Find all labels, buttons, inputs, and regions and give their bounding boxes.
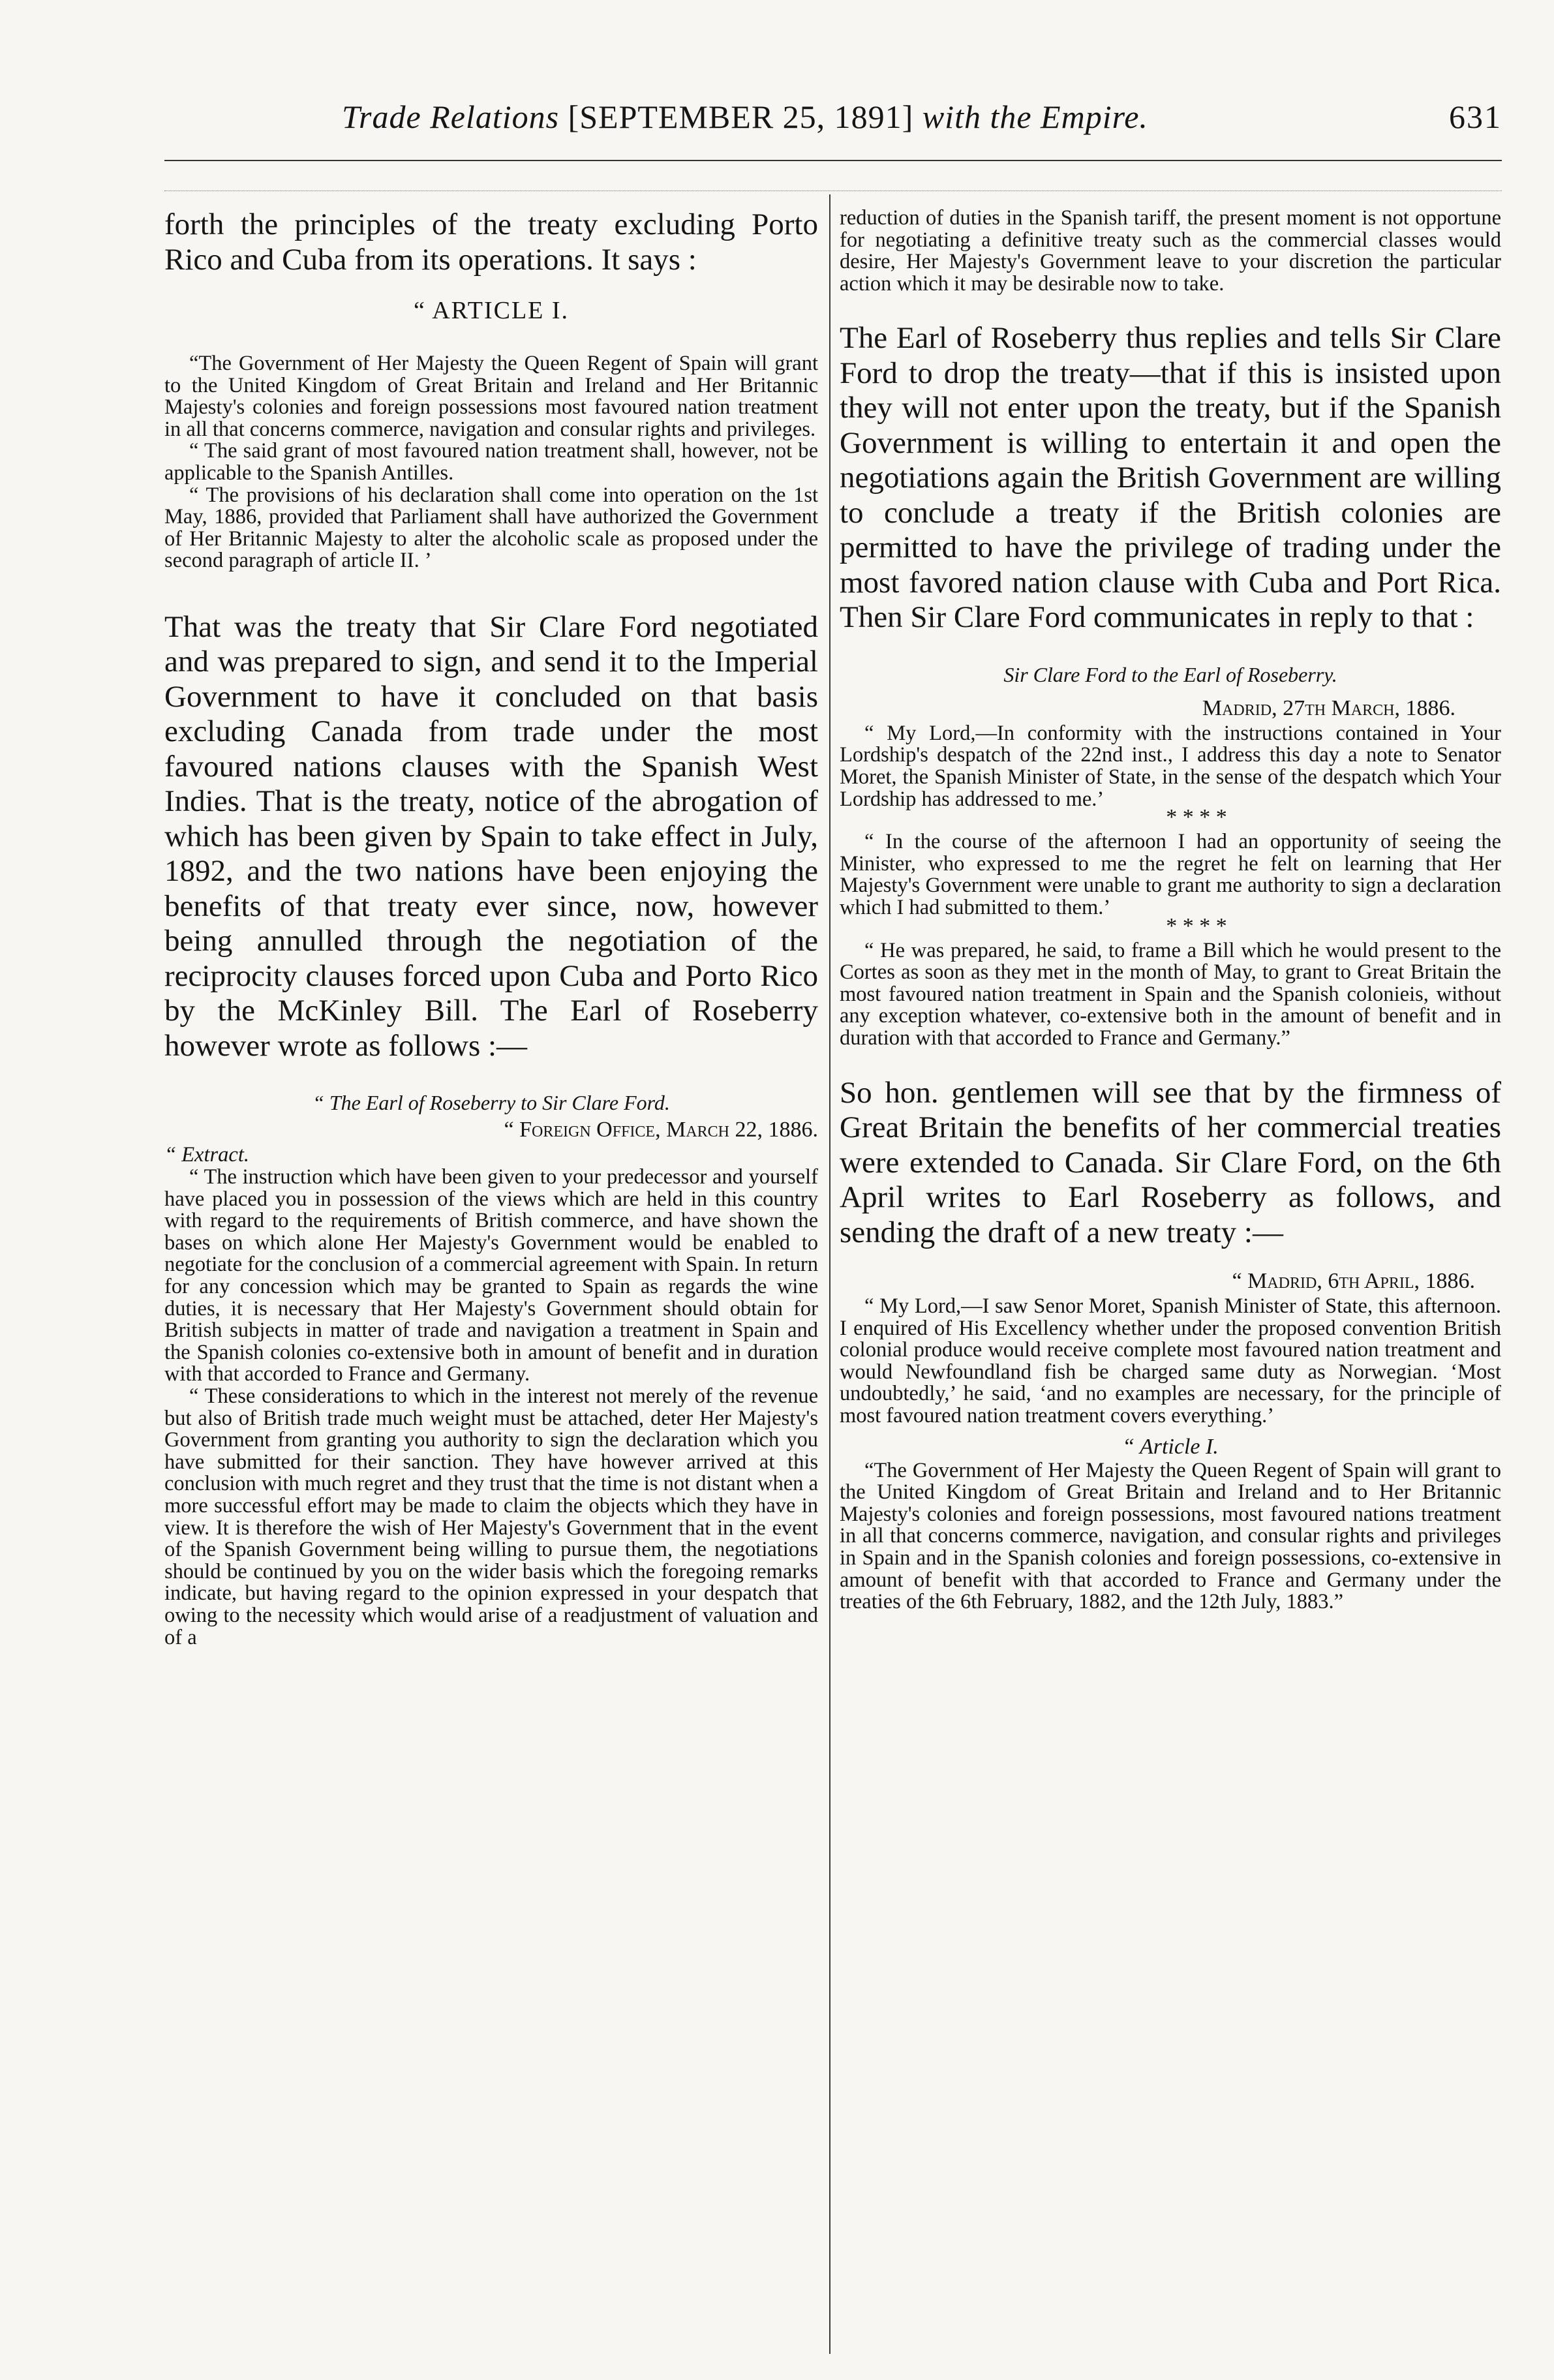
body-paragraph: That was the treaty that Sir Clare Ford negotiated and was prepared to sign, and send it to the Imperial Government to have it concluded on that basis excluding Canada from trade under the most favoured nations clauses with the Spanish West Indies. That is the treaty, notice of the abrogation of which has been given by Spain to take effect in July, 1892, and the two nations have been enjoying the benefits of that treaty ever since, now, however being annulled through the negotiation of the reciprocity clauses forced upon Cuba and Porto Rico by the McKinley Bill. The Earl of Roseberry however wrote as follows :—: [164, 609, 818, 1063]
letter-paragraph: “ My Lord,—In conformity with the instructions contained in Your Lordship's despatch of the 22nd inst., I address this day a note to Senator Moret, the Spanish Minister of State, in the sense of the despatch which Your Lordship has addressed to me.’: [840, 721, 1501, 811]
right-column: [840, 207, 1501, 1613]
column-divider: [829, 194, 830, 2354]
left-column: [164, 207, 818, 1649]
body-paragraph: The Earl of Roseberry thus replies and tells Sir Clare Ford to drop the treaty—that if this is insisted upon they will not enter upon the treaty, but if the Spanish Government is willing to entertain it and open the negotiations again the British Government are willing to conclude a treaty if the British colonies are permitted to have the privilege of trading under the most favored nation clause with Cuba and Port Rica. Then Sir Clare Ford communicates in reply to that :: [840, 321, 1501, 635]
article-heading: “ Article I.: [1122, 1434, 1219, 1459]
letter-dateline: “ Madrid, 6th April, 1886.: [1232, 1269, 1475, 1294]
header-rule: [164, 160, 1502, 161]
letter-paragraph: “ These considerations to which in the interest not merely of the revenue but also of British trade much weight must be attached, deter Her Majesty's Government from granting you authority to sign the declaration which you have submitted for their sanction. They have however arrived at this conclusion with much regret and they trust that the time is not distant when a more successful effort may be made to claim the objects which they have in view. It is therefore the wish of Her Majesty's Government that in the event of the Spanish Government being willing to pursue them, the negotiations should be continued by you on the wider basis which the foregoing remarks indicate, but having regard to the opinion expressed in your despatch that owing to the necessity which would arise of a readjustment of valuation and of a: [164, 1384, 818, 1649]
running-header: [164, 98, 1502, 144]
continued-paragraph: reduction of duties in the Spanish tariff, the present moment is not opportune for negotiating a definitive treaty such as the commercial classes would desire, Her Majesty's Government leave to your discretion the particular action which it may be desirable now to take.: [840, 206, 1501, 296]
stars-separator: * * * *: [1166, 805, 1227, 830]
article-heading: “ ARTICLE I.: [413, 297, 570, 324]
intro-paragraph: forth the principles of the treaty excluding Porto Rico and Cuba from its operations. It says :: [164, 207, 818, 277]
article-paragraph: “ The provisions of his declaration shall come into operation on the 1st May, 1886, provided that Parliament shall have authorized the Government of Her Britannic Majesty to alter the alcoholic scale as proposed under the second paragraph of article II. ’: [164, 483, 818, 573]
letter-paragraph: “ The instruction which have been given to your predecessor and yourself have placed you in possession of the views which are held in this country with regard to the requirements of British commerce, and have shown the bases on which alone Her Majesty's Government would be enabled to negotiate for the conclusion of a commercial agreement with Spain. In return for any concession which may be granted to Spain as regards the wine duties, it is necessary that Her Majesty's Government should obtain for British subjects in matter of trade and navigation a treatment in Spain and the Spanish colonies co-extensive both in amount of benefit and in duration with that accorded to France and Germany.: [164, 1165, 818, 1386]
letter-paragraph: “ In the course of the afternoon I had an opportunity of seeing the Minister, who expressed to me the regret he felt on learning that Her Majesty's Government were unable to grant me authority to sign a declaration which I had submitted to them.’: [840, 830, 1501, 920]
letter-paragraph: “ He was prepared, he said, to frame a Bill which he would present to the Cortes as soon as they met in the month of May, to grant to Great Britain the most favoured nation treatment in Spain and the Spanish colonieis, without any exception whatever, co-extensive both in the amount of benefit and in duration with that accorded to France and Germany.”: [840, 938, 1501, 1050]
body-paragraph: So hon. gentlemen will see that by the firmness of Great Britain the benefits of her commercial treaties were extended to Canada. Sir Clare Ford, on the 6th April writes to Earl Roseberry as follows, and sending the draft of a new treaty :—: [840, 1075, 1501, 1249]
letter-caption: “ The Earl of Roseberry to Sir Clare Ford.: [312, 1091, 670, 1115]
article-paragraph: “The Government of Her Majesty the Queen Regent of Spain will grant to the United Kingdom of Great Britain and Ireland and to Her Britannic Majesty's colonies and foreign possessions, most favoured nations treatment in all that concerns commerce, navigation, and consular rights and privileges in Spain and in the Spanish colonies and foreign possessions, co-extensive in amount of benefit with that accorded to France and Germany under the treaties of the 6th February, 1882, and the 12th July, 1883.”: [840, 1458, 1501, 1614]
page-number: 631: [1449, 99, 1502, 135]
article-paragraph: “The Government of Her Majesty the Queen Regent of Spain will grant to the United Kingdom of Great Britain and Ireland and Her Britannic Majesty's colonies and foreign possessions most favoured nation treatment in all that concerns commerce, navigation and consular rights and privileges.: [164, 352, 818, 441]
letter-dateline: “ Foreign Office, March 22, 1886.: [504, 1118, 818, 1142]
letter-paragraph: “ My Lord,—I saw Senor Moret, Spanish Minister of State, this afternoon. I enquired of His Excellency whether under the proposed convention British colonial produce would receive complete most favoured nation treatment and would Newfoundland fish be charged same duty as Norwegian. ‘Most undoubtedly,’ he said, ‘and no examples are necessary, for the principle of most favoured nation treatment covers everything.’: [840, 1294, 1501, 1428]
letter-dateline: Madrid, 27th March, 1886.: [1202, 695, 1455, 720]
article-paragraph: “ The said grant of most favoured nation treatment shall, however, not be applicable to the Spanish Antilles.: [164, 439, 818, 485]
stars-separator: * * * *: [1166, 913, 1227, 938]
letter-caption: Sir Clare Ford to the Earl of Roseberry.: [1003, 662, 1337, 686]
running-title: Trade Relations [SEPTEMBER 25, 1891] with the Empire.: [342, 99, 1148, 135]
extract-label: “ Extract.: [164, 1143, 249, 1167]
